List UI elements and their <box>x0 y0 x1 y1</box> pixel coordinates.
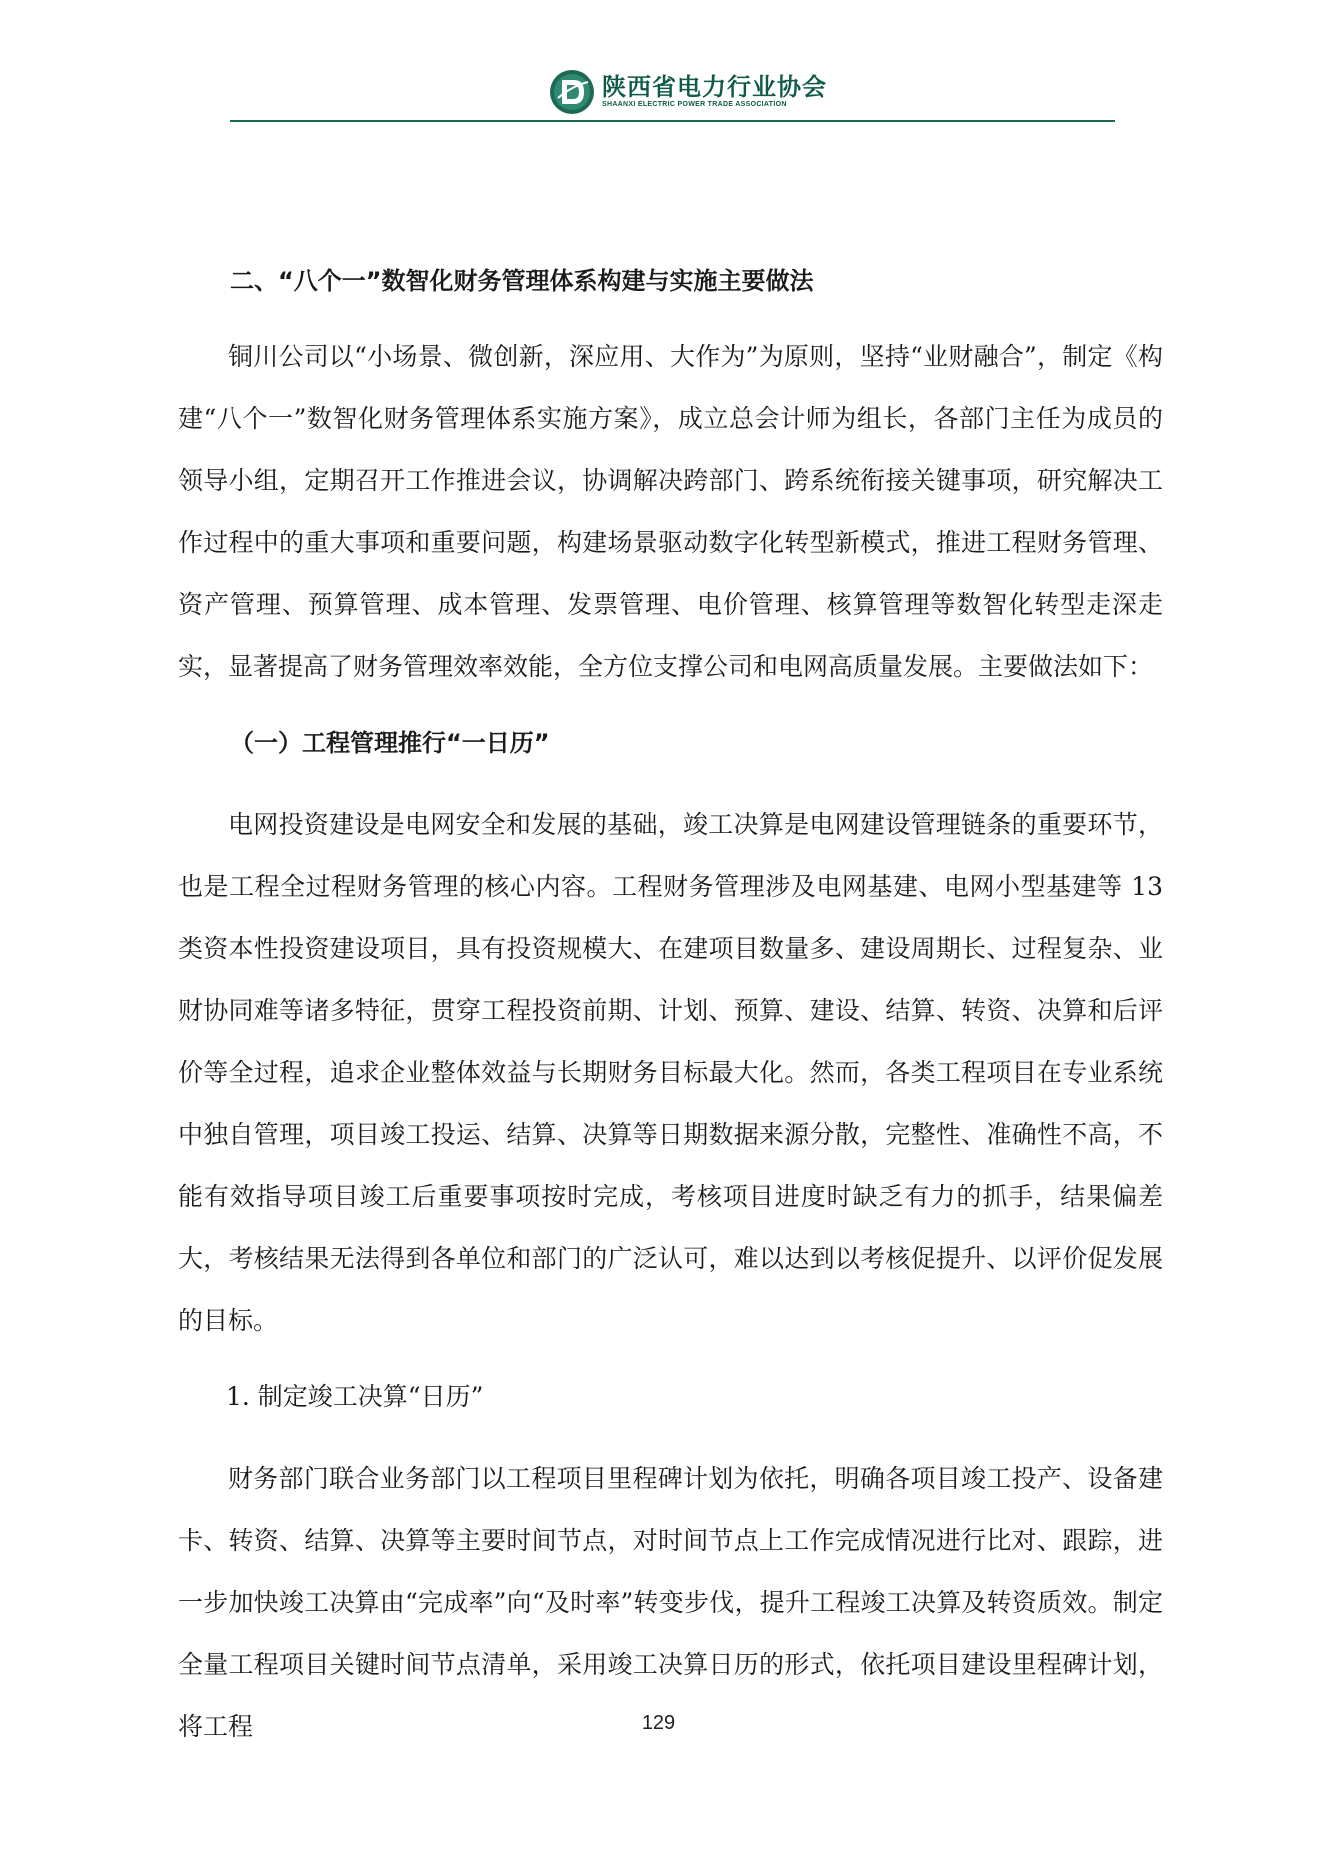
header-divider <box>230 120 1115 122</box>
subsection-heading: （一）工程管理推行“一日历” <box>230 729 550 757</box>
logo-english-name: SHAANXI ELECTRIC POWER TRADE ASSOCIATION <box>602 101 787 108</box>
item-heading: 1. 制定竣工决算“日历” <box>226 1382 484 1411</box>
section-heading: 二、“八个一”数智化财务管理体系构建与实施主要做法 <box>230 267 814 295</box>
association-logo <box>548 68 827 116</box>
paragraph-intro: 铜川公司以“小场景、微创新，深应用、大作为”为原则，坚持“业财融合”，制定《构建“八个一”数智化财务管理体系实施方案》，成立总会计师为组长，各部门主任为成员的领导小组，定期召开工作推进会议，协调解决跨部门、跨系统衔接关键事项，研究解决工作过程中的重大事项和重要问题，构建场景驱动数字化转型新模式，推进工程财务管理、资产管理、预算管理、成本管理、发票管理、电价管理、核算管理等数智化转型走深走实，显著提高了财务管理效率效能，全方位支撑公司和电网高质量发展。主要做法如下： <box>178 342 1163 681</box>
logo-chinese-name: 陕西省电力行业协会 <box>602 73 827 101</box>
document-body <box>178 250 1163 1758</box>
paragraph-engineering: 电网投资建设是电网安全和发展的基础，竣工决算是电网建设管理链条的重要环节，也是工程全过程财务管理的核心内容。工程财务管理涉及电网基建、电网小型基建等 13 类资本性投资建设项目，具有投资规模大、在建项目数量多、建设周期长、过程复杂、业财协同难等诸多特征，贯穿工程投资前期、计划、预算、建设、结算、转资、决算和后评价等全过程，追求企业整体效益与长期财务目标最大化。然而，各类工程项目在专业系统中独自管理，项目竣工投运、结算、决算等日期数据来源分散，完整性、准确性不高，不能有效指导项目竣工后重要事项按时完成，考核项目进度时缺乏有力的抓手，结果偏差大，考核结果无法得到各单位和部门的广泛认可，难以达到以考核促提升、以评价促发展的目标。 <box>178 810 1163 1335</box>
paragraph-calendar: 财务部门联合业务部门以工程项目里程碑计划为依托，明确各项目竣工投产、设备建卡、转资、结算、决算等主要时间节点，对时间节点上工作完成情况进行比对、跟踪，进一步加快竣工决算由“完成率”向“及时率”转变步伐，提升工程竣工决算及转资质效。制定全量工程项目关键时间节点清单，采用竣工决算日历的形式，依托项目建设里程碑计划，将工程 <box>178 1464 1163 1741</box>
association-logo-icon <box>548 68 596 116</box>
page-number: 129 <box>641 1712 676 1734</box>
page-header <box>0 60 1317 120</box>
